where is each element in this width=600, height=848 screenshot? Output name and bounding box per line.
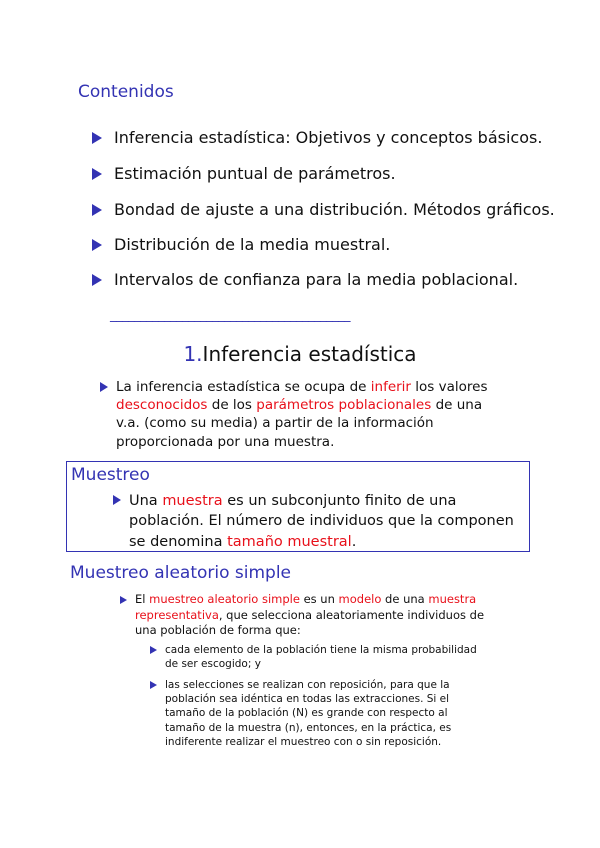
mas-condition-2: las selecciones se realizan con reposición, para que la población sea idéntica en todas las extracciones. Si el tamaño de la población (N) es grande con respecto al tamaño de la muestra (n), entonces, en la práctica, es indiferente realizar el muestreo con o sin reposición. [150,678,486,749]
toc-item-label: Distribución de la media muestral. [114,235,391,254]
toc-item [92,270,518,289]
toc-item [92,200,555,219]
bullet-triangle-icon [113,495,121,505]
bullet-triangle-icon [92,168,102,180]
bullet-triangle-icon [92,239,102,251]
bullet-triangle-icon [92,132,102,144]
toc-item [92,128,542,147]
muestreo-title: Muestreo [71,465,150,485]
section-separator: ________________________________________ [110,308,350,323]
bullet-triangle-icon [100,382,108,392]
section-number: 1. [183,342,203,366]
bullet-triangle-icon [92,204,102,216]
toc-item-label: Bondad de ajuste a una distribución. Métodos gráficos. [114,200,555,219]
highlight-inferir: inferir [370,379,411,395]
toc-item-label: Estimación puntual de parámetros. [114,164,396,183]
mas-intro: El muestreo aleatorio simple es un modelo de una muestra representativa, que selecciona aleatoriamente individuos de una población de forma que: [120,592,490,639]
toc-item-label: Inferencia estadística: Objetivos y conceptos básicos. [114,128,543,147]
muestreo-definition: Una muestra es un subconjunto finito de una población. El número de individuos que la componen se denomina tamaño muestral. [113,491,523,552]
highlight-modelo: modelo [338,592,382,606]
highlight-desconocidos: desconocidos [116,397,208,414]
toc-item-label: Intervalos de confianza para la media poblacional. [114,270,519,289]
bullet-triangle-icon [150,681,157,689]
mas-title: Muestreo aleatorio simple [70,563,292,583]
toc-item [92,164,396,183]
contents-heading: Contenidos [78,82,174,102]
highlight-mas: muestreo aleatorio simple [149,592,300,606]
toc-item [92,235,390,254]
inference-paragraph: La inferencia estadística se ocupa de inferir los valores desconocidos de los parámetros poblacionales de una v.a. (como su media) a partir de la información proporcionada por una muestra. [100,378,510,451]
bullet-triangle-icon [150,646,157,654]
section-title-text: Inferencia estadística [202,342,417,366]
highlight-tamano-muestral: tamaño muestral [227,533,352,550]
bullet-triangle-icon [120,596,127,604]
highlight-parametros: parámetros poblacionales [256,397,432,414]
bullet-triangle-icon [92,274,102,286]
section-title [0,342,600,366]
muestreo-block [66,461,530,552]
highlight-muestra-representativa: muestra representativa [135,592,477,622]
highlight-muestra: muestra [162,493,223,509]
mas-condition-1: cada elemento de la población tiene la misma probabilidad de ser escogido; y [150,643,486,671]
